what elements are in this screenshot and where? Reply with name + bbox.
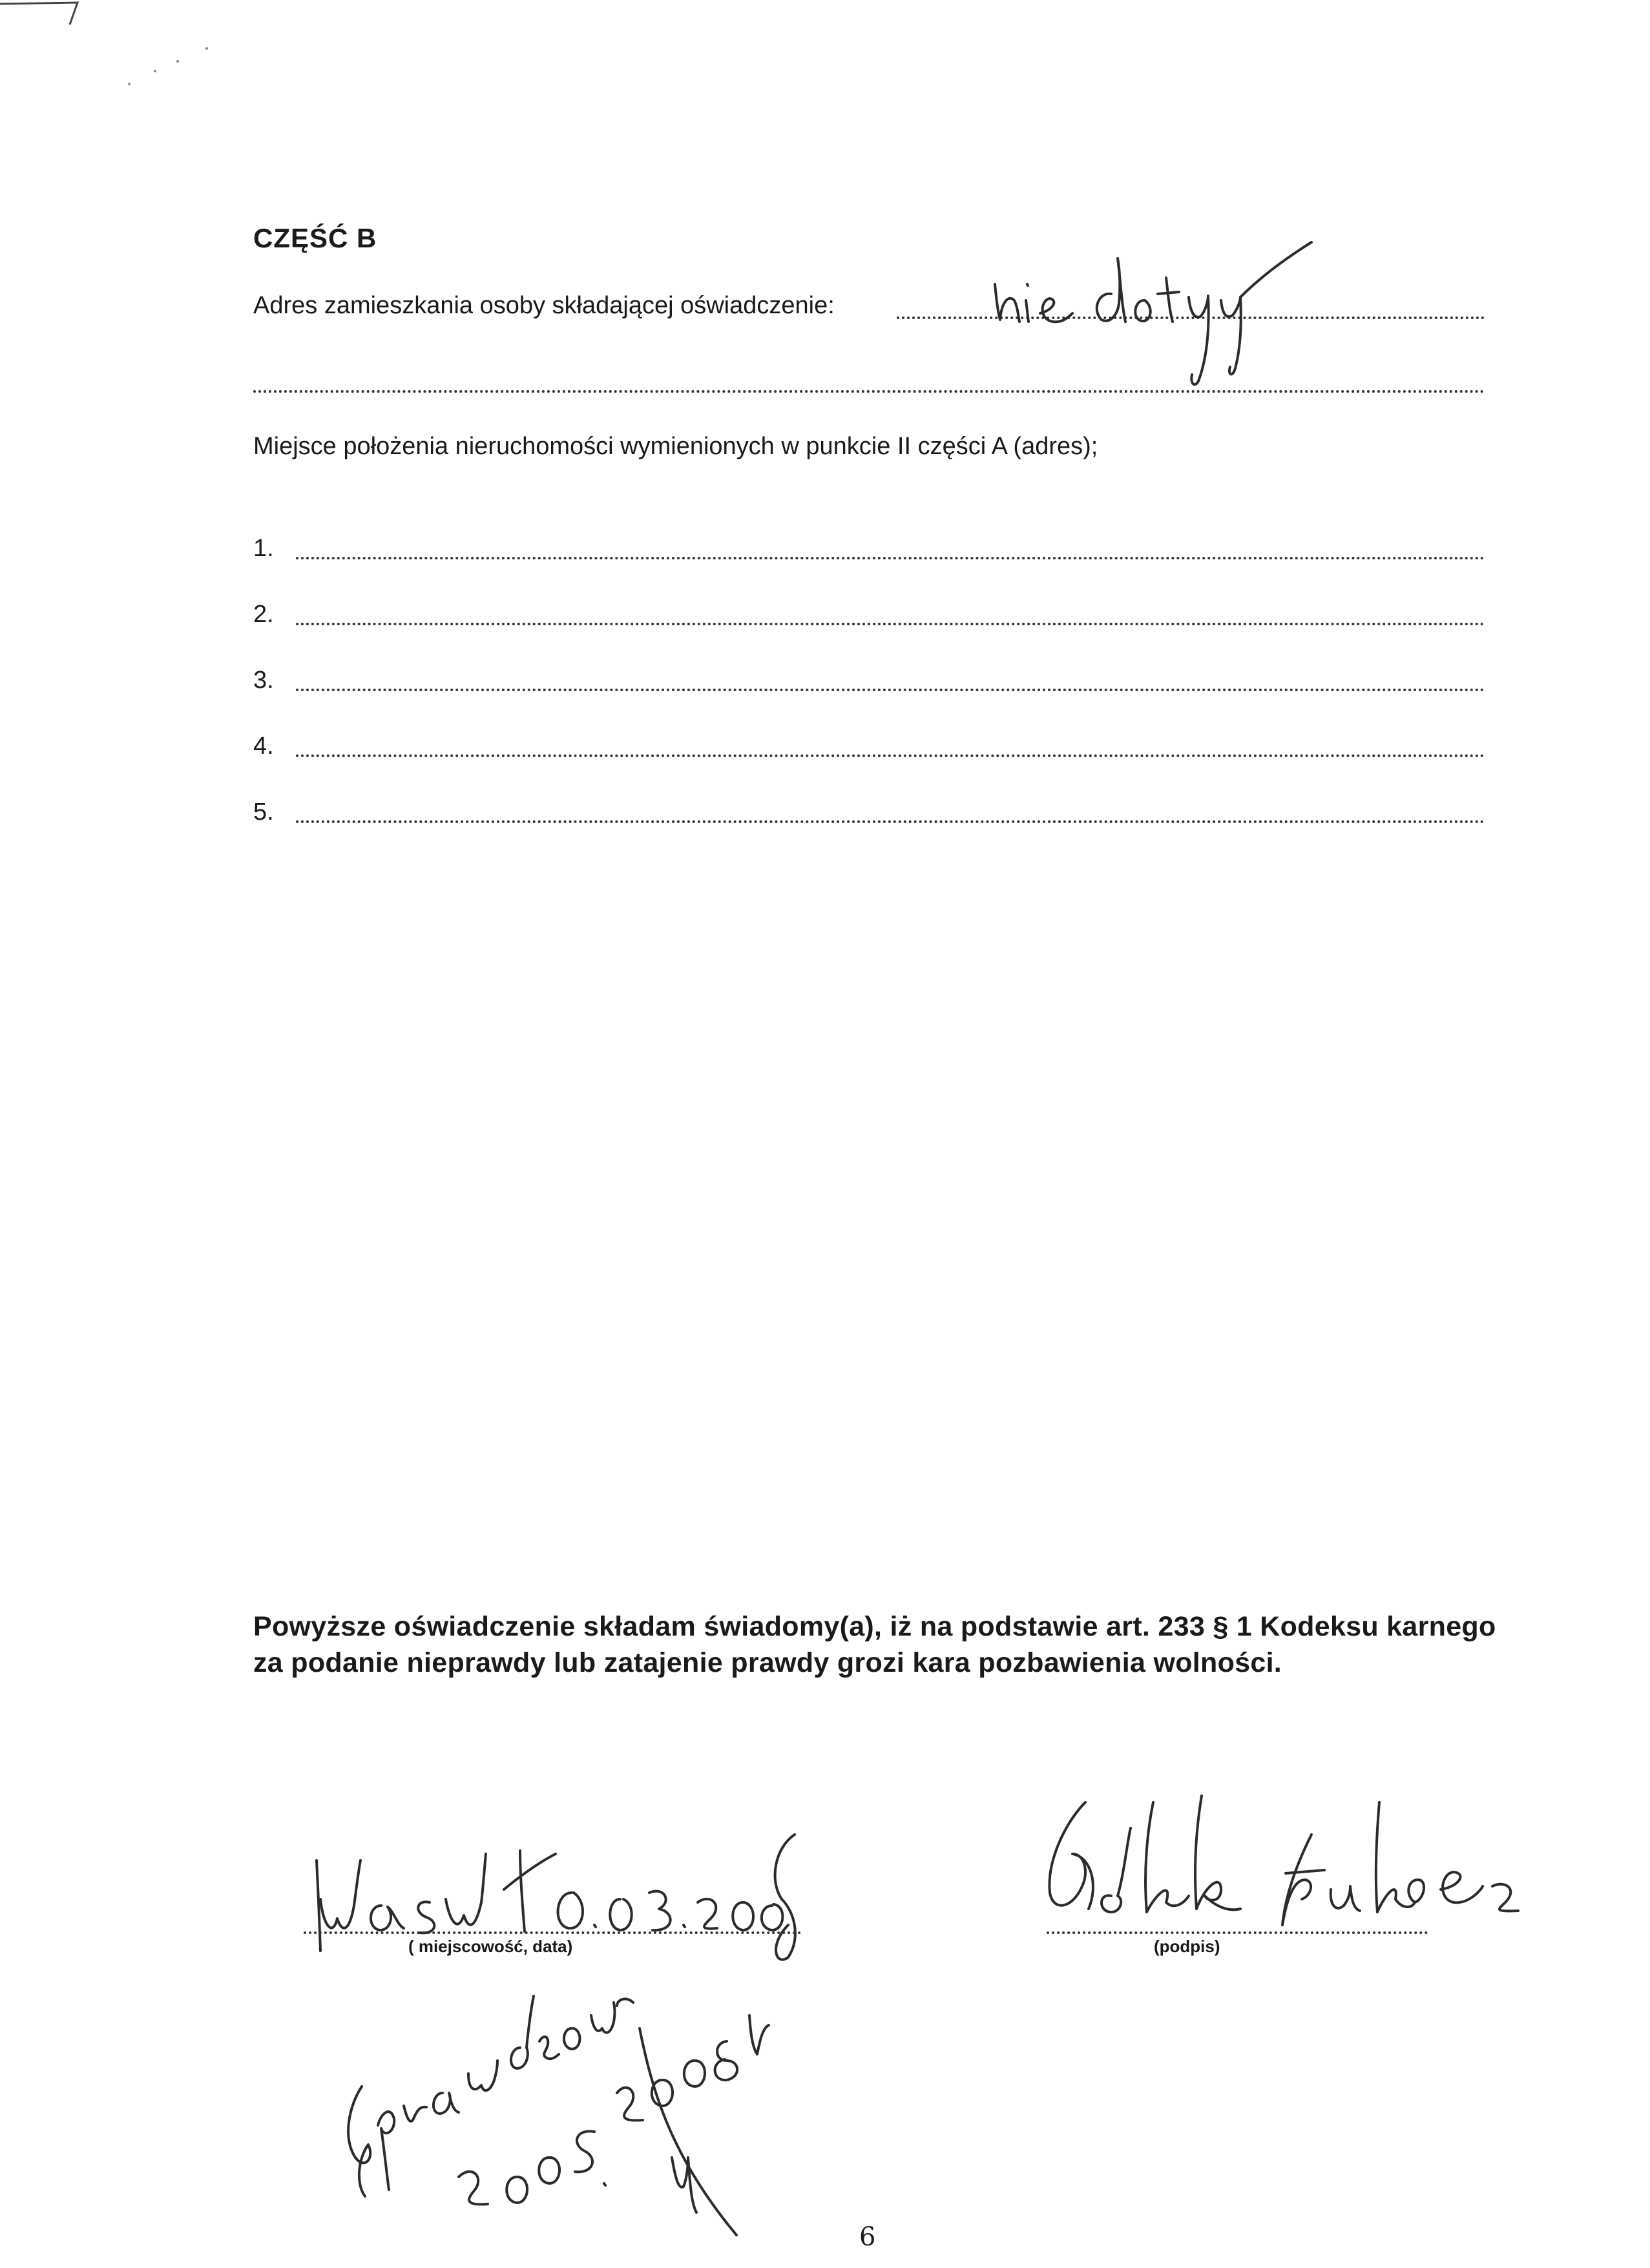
legal-warning-line-1: Powyższe oświadczenie składam świadomy(a), iż na podstawie art. 233 § 1 Kodeksu karnego [253,1611,1496,1642]
section-title: CZĘŚĆ B [253,223,377,253]
property-item-2-line [296,623,1485,625]
legal-warning [253,1608,1519,1681]
property-item-1-line [296,557,1485,559]
signature-dotted-line [1047,1931,1428,1934]
property-item-3-number: 3. [253,667,274,694]
signature-handwriting [1027,1783,1531,1938]
place-date-caption: ( miejscowość, data) [408,1937,573,1956]
property-item-5-line [296,820,1485,823]
property-item-2-number: 2. [253,601,274,628]
place-date-dotted-line [304,1931,801,1934]
signature-caption: (podpis) [1154,1937,1220,1956]
address-handwriting [982,239,1344,407]
verification-note-handwriting [323,1964,762,2235]
property-item-4-number: 4. [253,733,274,760]
page-number: 6 [859,2222,876,2252]
property-item-1-number: 1. [253,535,274,562]
legal-warning-line-2: za podanie nieprawdy lub zatajenie prawdy grozi kara pozbawienia wolności. [253,1647,1282,1678]
address-label: Adres zamieszkania osoby składającej oświadczenie: [253,292,835,319]
property-item-4-line [296,754,1485,757]
scan-speckles [116,36,233,94]
property-item-5-number: 5. [253,798,274,826]
scan-corner-mark [0,0,90,26]
property-item-3-line [296,689,1485,691]
property-location-label: Miejsce położenia nieruchomości wymienionych w punkcie II części A (adres); [253,433,1098,460]
